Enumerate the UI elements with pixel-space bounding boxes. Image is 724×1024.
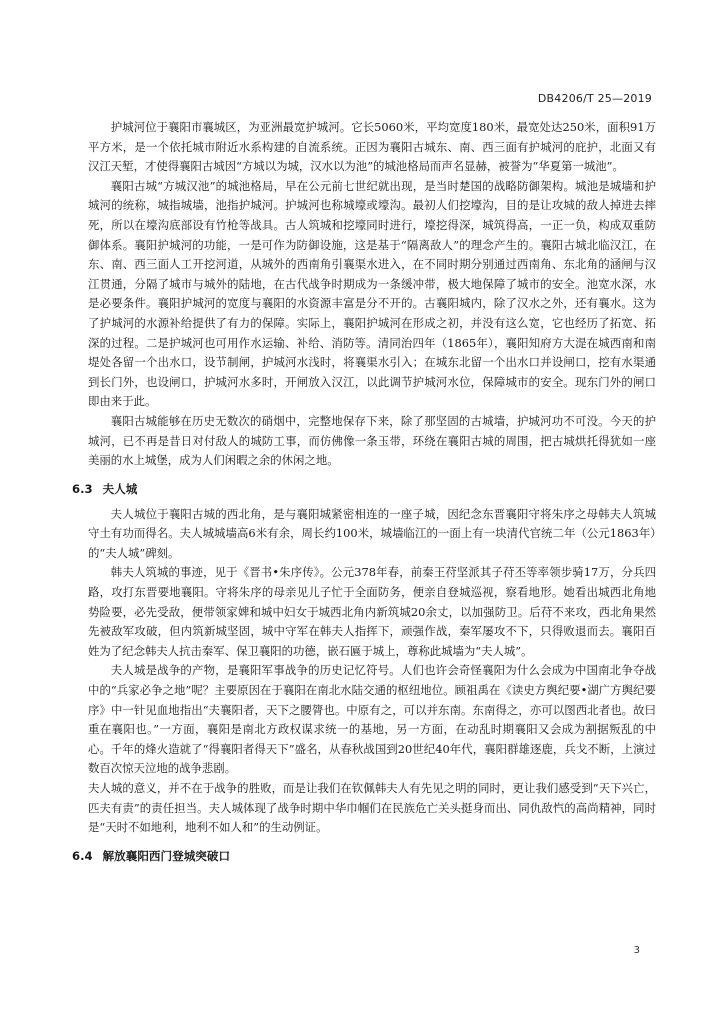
page-number: 3 bbox=[633, 945, 640, 956]
paragraph-moat-today: 襄阳古城能够在历史无数次的硝烟中，完整地保存下来，除了那坚固的古城墙，护城河功不可没。今天的护城河，已不再是昔日对付敌人的城防工事，而仿佛像一条玉带，环绕在襄阳古城的周围，把古城烘托得犹如一座美丽的水上城堡，成为人们闲暇之余的休闲之地。 bbox=[88, 413, 656, 468]
page-content bbox=[72, 118, 656, 872]
paragraph-lady-han-story: 韩夫人筑城的事迹，见于《晋书•朱序传》。公元378年春，前秦王苻坚派其子苻丕等率领步骑17万，分兵四路，攻打东晋要地襄阳。守将朱序的母亲见儿子忙于全面防务，便亲自登城巡视，察看地形。她看出城西北角地势险要，必先受敌，便带领家婢和城中妇女于城西北角内新筑城20余丈，以加强防卫。后苻不来攻，西北角果然先被敌军攻破，但内筑新城坚固，城中守军在韩夫人指挥下，顽强作战，秦军屡攻不下，只得败退而去。襄阳百姓为了纪念韩夫人抗击秦军、保卫襄阳的功德，嵌石匾于城上，尊称此城墙为“夫人城”。 bbox=[88, 565, 656, 658]
section-title: 夫人城 bbox=[102, 481, 138, 496]
paragraph-lady-city-intro: 夫人城位于襄阳古城的西北角，是与襄阳城紧密相连的一座子城，因纪念东晋襄阳守将朱序之母韩夫人筑城守土有功而得名。夫人城城墙高6米有余，周长约100米，城墙临江的一面上有一块清代官统二年（公元1863年）的“夫人城”碑刻。 bbox=[88, 506, 656, 560]
paragraph-moat-history: 襄阳古城“方城汉池”的城池格局，早在公元前七世纪就出现，是当时楚国的战略防御架构。城池是城墙和护城河的统称，城指城墙，池指护城河。护城河也称城壕或壕沟。最初人们挖壕沟，目的是让攻城的敌人掉进去摔死，所以在壕沟底部设有竹枪等战具。古人筑城和挖壕同时进行，壕挖得深，城筑得高，一正一负，构成双重防御体系。襄阳护城河的功能，一是可作为防御设施，这是基于“隔离敌人”的理念产生的。襄阳古城北临汉江，在东、南、西三面人工开挖河道，从城外的西南角引襄渠水进入，在不同时期分别通过西南角、东北角的涵闸与汉江贯通，分隔了城市与城外的陆地，在古代战争时期成为一条缓冲带，极大地保障了城市的安全。池宽水深，水是必要条件。襄阳护城河的宽度与襄阳的水资源丰富是分不开的。古襄阳城内，除了汉水之外，还有襄水。这为了护城河的水源补给提供了有力的保障。实际上，襄阳护城河在形成之初，并没有这么宽，它也经历了拓宽、拓深的过程。二是护城河也可用作水运输、补给、消防等。清同治四年（1865年），襄阳知府方大湜在城西南和南堤处各留一个出水口，设节制闸，护城河水浅时，将襄渠水引入；在城东北留一个出水口并设闸口，挖有水渠通到长门外，也设闸口，护城河水多时，开闸放入汉江，以此调节护城河水位，保障城市的安全。现东门外的闸口即由来于此。 bbox=[88, 178, 656, 409]
paragraph-moat-intro: 护城河位于襄阳市襄城区，为亚洲最宽护城河。它长5060米，平均宽度180米，最宽处达250米，面积91万平方米，是一个依托城市附近水系构建的自流系统。正因为襄阳古城东、南、西三面有护城河的庇护，北面又有汉江天堑，才使得襄阳古城因“方城以为城，汉水以为池”的城池格局而声名显赫，被誉为“华夏第一城池”。 bbox=[88, 120, 656, 174]
section-number: 6.3 bbox=[72, 481, 93, 496]
section-number: 6.4 bbox=[72, 848, 93, 863]
paragraph-strategic-importance: 夫人城是战争的产物，是襄阳军事战争的历史记忆符号。人们也许会奇怪襄阳为什么会成为中国南北争夺战中的“兵家必争之地”呢？主要原因在于襄阳在南北水陆交通的枢纽地位。顾祖禹在《读史方舆纪要•湖广方舆纪要序》中一针见血地指出“夫襄阳者，天下之腰膂也。中原有之，可以并东南。东南得之，亦可以图西北者也。故曰重在襄阳也。”一方面，襄阳是南北方政权谋求统一的基地，另一方面，在动乱时期襄阳又会成为割据叛乱的中心。千年的烽火造就了“得襄阳者得天下”盛名，从春秋战国到20世纪40年代，襄阳群雄逐鹿，兵戈不断，上演过数百次惊天泣地的战争悲剧。 bbox=[88, 663, 656, 776]
section-heading-6-3 bbox=[72, 481, 656, 497]
document-code: DB4206/T 25—2019 bbox=[537, 92, 652, 105]
paragraph-lady-city-meaning: 夫人城的意义，并不在于战争的胜败，而是让我们在钦佩韩夫人有先见之明的同时，更让我们感受到“天下兴亡，匹夫有责”的责任担当。夫人城体现了战争时期中华巾帼们在民族危亡关头挺身而出、同仇敌忾的高尚精神，同时是“天时不如地利，地利不如人和”的生动例证。 bbox=[88, 781, 656, 835]
section-title: 解放襄阳西门登城突破口 bbox=[102, 848, 231, 863]
section-heading-6-4 bbox=[72, 848, 656, 864]
